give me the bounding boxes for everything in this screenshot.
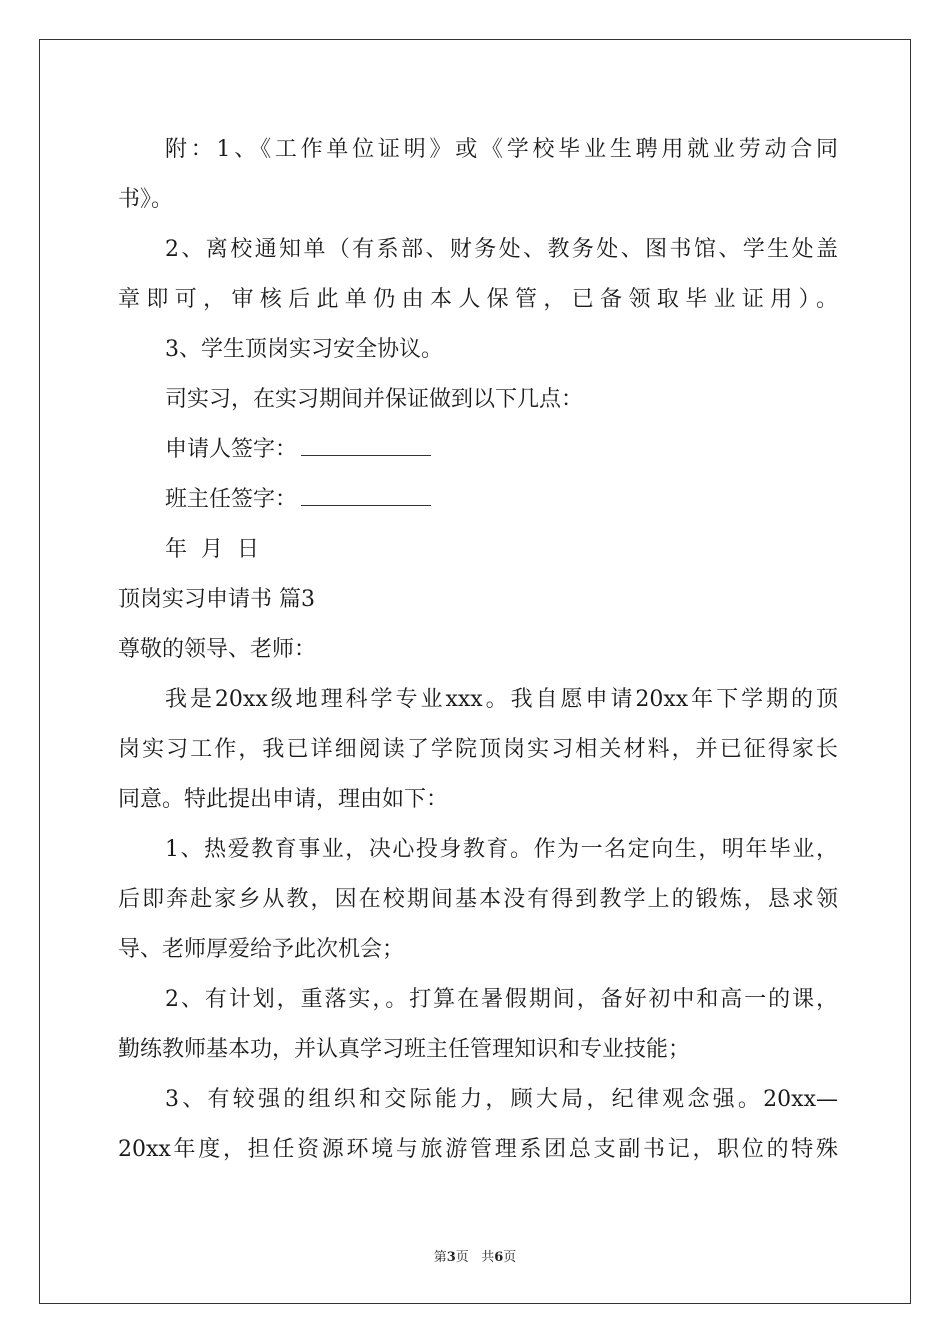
text-line: 2、有计划，重落实，。打算在暑假期间，备好初中和高一的课， <box>165 987 838 1012</box>
current-page-number: 3 <box>446 1250 456 1265</box>
text-line: 章即可，审核后此单仍由本人保管，已备领取毕业证用）。 <box>118 287 838 312</box>
teacher-signature-blank[interactable] <box>301 483 431 506</box>
text-line: 20xx年度，担任资源环境与旅游管理系团总支副书记，职位的特殊 <box>118 1137 838 1162</box>
text-line: 司实习，在实习期间并保证做到以下几点： <box>165 387 584 412</box>
text-line: 书》。 <box>118 187 174 212</box>
applicant-signature-label: 申请人签字： <box>165 437 298 462</box>
total-page-number: 6 <box>494 1250 504 1265</box>
page-footer <box>0 1246 950 1265</box>
text-line: 勤练教师基本功，并认真学习班主任管理知识和专业技能； <box>118 1037 691 1062</box>
footer-mid: 页 共 <box>455 1250 495 1265</box>
text-line: 我是20xx级地理科学专业xxx。我自愿申请20xx年下学期的顶 <box>165 687 838 712</box>
applicant-signature-blank[interactable] <box>301 433 431 456</box>
text-line: 3、学生顶岗实习安全协议。 <box>165 337 443 362</box>
applicant-signature-line <box>165 432 838 468</box>
footer-prefix: 第 <box>433 1250 447 1265</box>
salutation: 尊敬的领导、老师： <box>118 637 317 662</box>
text-line: 1、热爱教育事业，决心投身教育。作为一名定向生，明年毕业， <box>165 837 838 862</box>
text-line: 同意。特此提出申请，理由如下： <box>118 787 449 812</box>
teacher-signature-line <box>165 482 838 518</box>
text-line: 导、老师厚爱给予此次机会； <box>118 937 405 962</box>
section-title: 顶岗实习申请书 篇3 <box>118 587 315 612</box>
text-line: 2、离校通知单（有系部、财务处、教务处、图书馆、学生处盖 <box>165 237 838 262</box>
date-line: 年 月 日 <box>165 537 259 562</box>
footer-suffix: 页 <box>503 1250 517 1265</box>
text-line: 附：1、《工作单位证明》或《学校毕业生聘用就业劳动合同 <box>165 137 838 162</box>
teacher-signature-label: 班主任签字： <box>165 487 298 512</box>
text-line: 3、有较强的组织和交际能力，顾大局，纪律观念强。20xx— <box>165 1087 838 1112</box>
text-line: 岗实习工作，我已详细阅读了学院顶岗实习相关材料，并已征得家长 <box>118 737 838 762</box>
text-line: 后即奔赴家乡从教，因在校期间基本没有得到教学上的锻炼，恳求领 <box>118 887 838 912</box>
